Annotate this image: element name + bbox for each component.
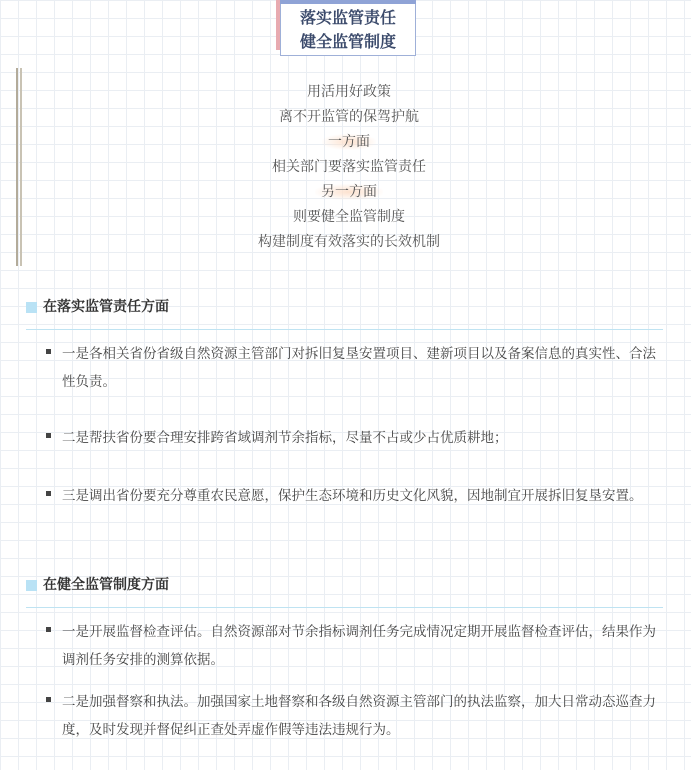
bullet-icon bbox=[46, 627, 51, 632]
section-marker bbox=[26, 302, 37, 313]
list-item-text: 一是开展监督检查评估。自然资源部对节余指标调剂任务完成情况定期开展监督检查评估，结果作为调剂任务安排的测算依据。 bbox=[62, 624, 656, 668]
bullet-icon bbox=[46, 697, 51, 702]
title-box bbox=[276, 0, 416, 56]
section-heading-text: 在落实监管责任方面 bbox=[43, 299, 169, 315]
quote-line-highlight: 另一方面 bbox=[24, 180, 674, 205]
section-heading-text: 在健全监管制度方面 bbox=[43, 577, 169, 593]
title-inner bbox=[280, 4, 416, 56]
intro-quote-block bbox=[16, 68, 676, 266]
section-marker bbox=[26, 580, 37, 591]
list-item-text: 二是帮扶省份要合理安排跨省域调剂节余指标，尽量不占或少占优质耕地； bbox=[62, 430, 508, 446]
list-item-text: 三是调出省份要充分尊重农民意愿，保护生态环境和历史文化风貌，因地制宜开展拆旧复垦安置。 bbox=[62, 488, 643, 504]
section-heading bbox=[26, 294, 663, 330]
list-item-text: 二是加强督察和执法。加强国家土地督察和各级自然资源主管部门的执法监察，加大日常动态巡查力度，及时发现并督促纠正查处弄虚作假等违法违规行为。 bbox=[62, 694, 656, 738]
section-heading bbox=[26, 572, 663, 608]
quote-lines bbox=[24, 80, 674, 255]
quote-line: 离不开监管的保驾护航 bbox=[279, 109, 419, 125]
quote-line: 则要健全监管制度 bbox=[293, 209, 405, 225]
title-line-2: 健全监管制度 bbox=[299, 32, 396, 51]
bullet-icon bbox=[46, 433, 51, 438]
quote-line-highlight: 一方面 bbox=[24, 130, 674, 155]
title-line-1: 落实监管责任 bbox=[299, 8, 396, 27]
bullet-icon bbox=[46, 349, 51, 354]
quote-line: 用活用好政策 bbox=[307, 84, 391, 100]
quote-bar-inner bbox=[20, 68, 22, 266]
quote-line: 构建制度有效落实的长效机制 bbox=[258, 234, 440, 250]
quote-line: 相关部门要落实监管责任 bbox=[272, 159, 426, 175]
bullet-icon bbox=[46, 491, 51, 496]
list-item-text: 一是各相关省份省级自然资源主管部门对拆旧复垦安置项目、建新项目以及备案信息的真实性、合法性负责。 bbox=[62, 346, 656, 390]
quote-bar bbox=[16, 68, 18, 266]
